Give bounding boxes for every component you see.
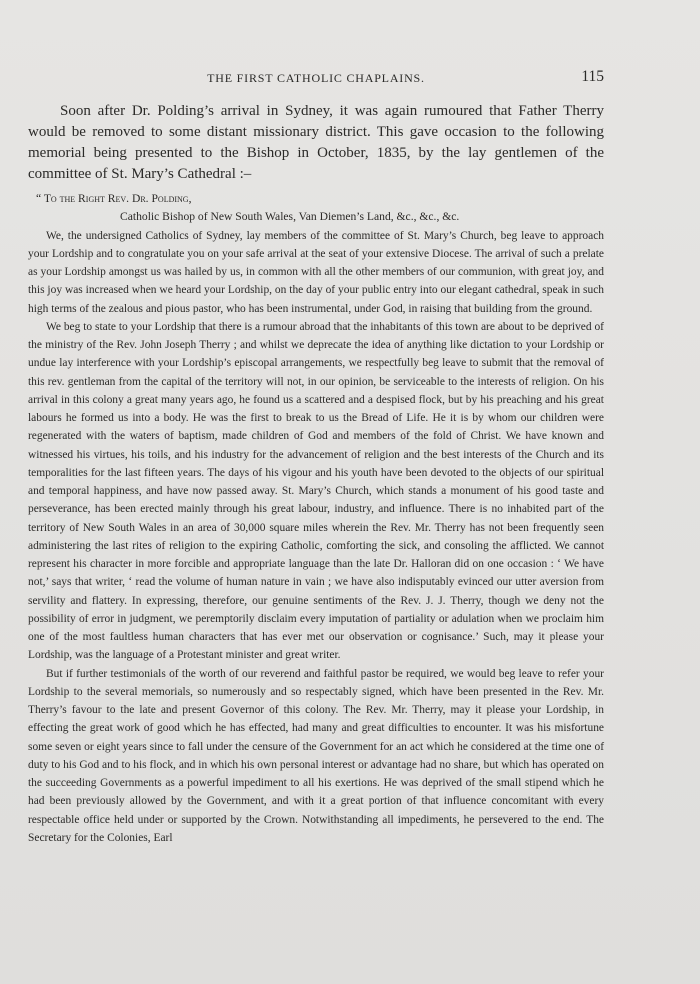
memorial-paragraph-3: But if further testimonials of the worth of our reverend and faithful pastor be required, we would beg leave to refer your Lordship to the several memorials, so numerously and so respectably signed, which have been presented in the Rev. Mr. Therry’s favour to the late and present Governor of this colony. The Rev. Mr. Therry, may it please your Lordship, in effecting the great work of good which he has effected, had many and great difficulties to encounter. It was his misfortune some seven or eight years since to fall under the censure of the Government for an act which he considered at the time one of duty to his God and to his flock, and in which his own personal interest or advantage had no share, but which has operated on the succeeding Governments as a powerful impediment to all his exertions. He was deprived of the small stipend which he had been previously allowed by the Government, and with it a great portion of that influence concomitant with every respectable office held under or supported by the Crown. Notwithstanding all impediments, he persevered to the end. The Secretary for the Colonies, Earl — [28, 667, 604, 844]
intro-paragraph: Soon after Dr. Polding’s arrival in Sydney, it was again rumoured that Father Therry would be removed to some distant missionary district. This gave occasion to the following memorial being presented to the Bishop in October, 1835, by the lay gentlemen of the committee of St. Mary’s Cathedral :– — [28, 103, 604, 182]
address-line-1: “ To the Right Rev. Dr. Polding, — [36, 192, 192, 205]
memorial-paragraph-2: We beg to state to your Lordship that there is a rumour abroad that the inhabitants of this town are about to be deprived of the ministry of the Rev. John Joseph Therry ; and whilst we deprecate the idea of anything like dictation to your Lordship or undue lay interference with your Lordship’s episcopal arrangements, we respectfully beg leave to submit that the removal of this rev. gentleman from the capital of the territory will not, in our opinion, be serviceable to the interests of religion. On his arrival in this colony a great many years ago, he found us a scattered and a despised flock, but by his preaching and his great labours he formed us into a body. He was the first to break to us the Bread of Life. He it is by whom our children were regenerated with the waters of baptism, made children of God and members of the fold of Christ. We have known and witnessed his virtues, his toils, and his industry for the advancement of religion and the best interests of the Church and its temporalities for the last fifteen years. The days of his vigour and his youth have been devoted to the objects of our spiritual and temporal happiness, and have now passed away. St. Mary’s Church, which stands a monument of his good taste and perseverance, has been erected mainly through his great labour, industry, and influence. There is no inhabited part of the territory of New South Wales in an area of 30,000 square miles wherein the Rev. Mr. Therry has not been frequently seen administering the last rites of religion to the expiring Catholic, comforting the sick, and consoling the afflicted. We cannot represent his character in more forcible and appropriate language than the late Dr. Halloran did on one occasion : ‘ We have not,’ says that writer, ‘ read the volume of human nature in vain ; we have also indisputably evinced our utter aversion from servility and flattery. In expressing, therefore, our genuine sentiments of the Rev. J. J. Therry, though we deny not the possibility of error in judgment, we peremptorily disclaim every imputation of partiality or adulation when we proclaim him one of the most faultless human characters that has ever met our observation or cognisance.’ Such, may it please your Lordship, was the language of a Protestant minister and great writer. — [28, 320, 604, 662]
memorial-paragraph-1: We, the undersigned Catholics of Sydney, lay members of the committee of St. Mary’s Church, beg leave to approach your Lordship and to congratulate you on your safe arrival at the seat of your extensive Diocese. The arrival of such a prelate as your Lordship amongst us was hailed by us, in common with all the other members of our communion, with great joy, and this joy was increased when we heard your Lordship, on the day of your public entry into our elegant cathedral, speak in such high terms of the zealous and pious pastor, who has been instrumental, under God, in raising that building from the ground. — [28, 229, 604, 315]
page-header — [28, 68, 604, 88]
page-number: 115 — [581, 68, 604, 85]
running-head: THE FIRST CATHOLIC CHAPLAINS. — [207, 71, 425, 85]
address-line-2: Catholic Bishop of New South Wales, Van Diemen’s Land, &c., &c., &c. — [120, 210, 460, 224]
memorial-text — [28, 190, 604, 847]
